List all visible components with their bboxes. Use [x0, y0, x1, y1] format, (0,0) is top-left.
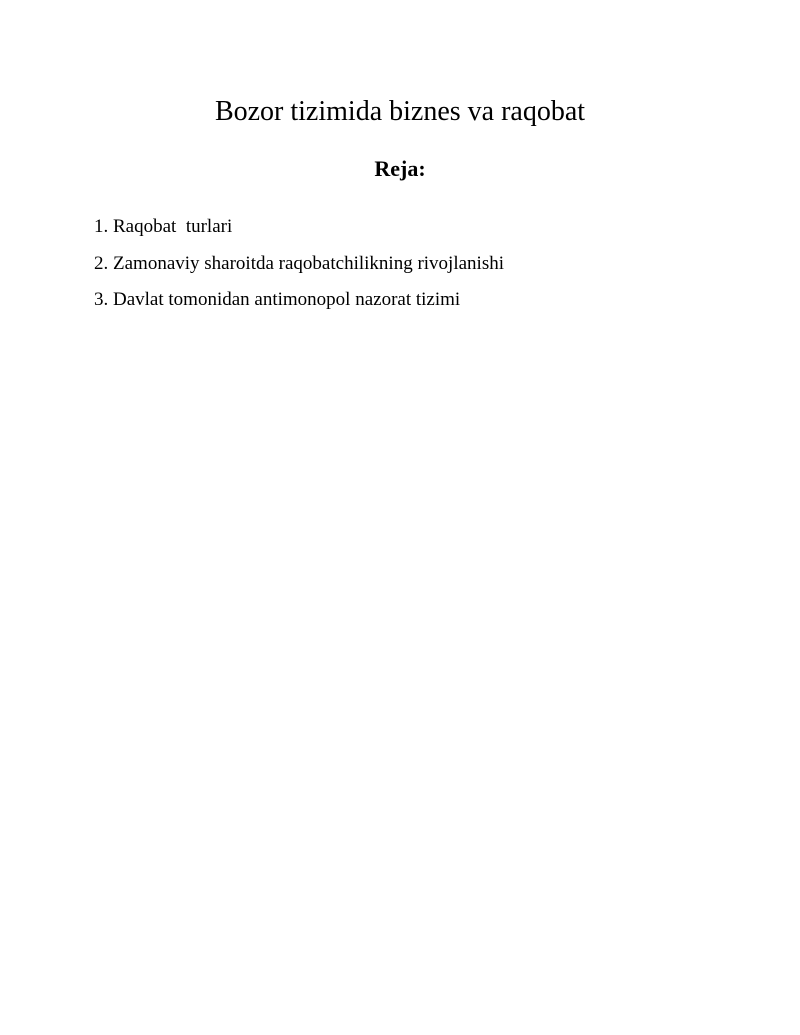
document-title: Bozor tizimida biznes va raqobat	[214, 96, 586, 127]
plan-item-text: Zamonaviy sharoitda raqobatchilikning rivojlanishi	[113, 252, 504, 274]
plan-list	[94, 215, 504, 325]
plan-item	[94, 288, 504, 312]
plan-item-text: Davlat tomonidan antimonopol nazorat tizimi	[113, 289, 461, 310]
plan-item	[94, 252, 504, 276]
plan-item-number: 3.	[94, 289, 109, 310]
plan-item	[94, 215, 504, 239]
plan-item-number: 1.	[94, 216, 109, 237]
plan-heading: Reja:	[374, 156, 426, 181]
plan-item-text: Raqobat turlari	[113, 216, 233, 237]
plan-item-number: 2.	[94, 252, 109, 274]
